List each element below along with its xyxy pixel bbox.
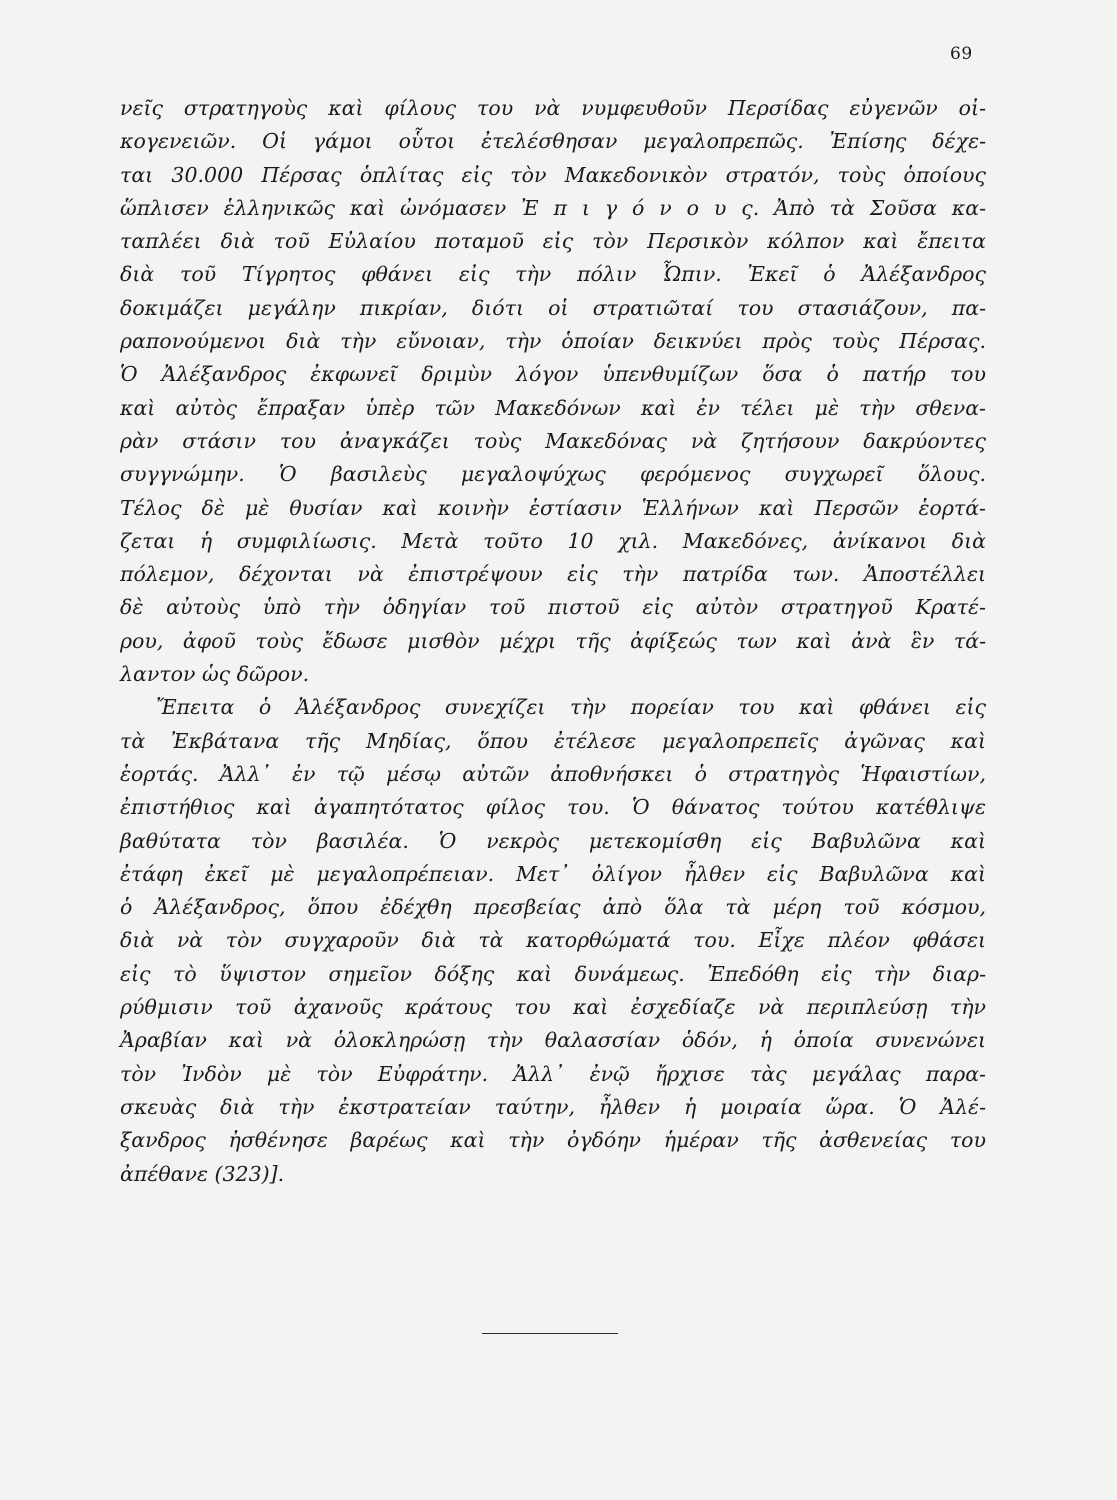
text-line: πόλεμον, δέχονται νὰ ἐπιστρέψουν εἰς τὴν πατρίδα των. Ἀποστέλλει — [120, 562, 986, 587]
text-line: Ἀραβίαν καὶ νὰ ὁλοκληρώσῃ τὴν θαλασσίαν ὁδόν, ἡ ὁποία συνενώνει — [120, 1028, 986, 1053]
text-line: καὶ αὐτὸς ἔπραξαν ὑπὲρ τῶν Μακεδόνων καὶ ἐν τέλει μὲ τὴν σθενα- — [120, 395, 986, 420]
text-line: ρου, ἀφοῦ τοὺς ἔδωσε μισθὸν μέχρι τῆς ἀφίξεώς των καὶ ἀνὰ ἓν τά- — [120, 628, 986, 653]
text-line: ὥπλισεν ἑλληνικῶς καὶ ὠνόμασεν Ἐ π ι γ ό ν ο υ ς. Ἀπὸ τὰ Σοῦσα κα- — [120, 195, 986, 220]
text-line: ταπλέει διὰ τοῦ Εὐλαίου ποταμοῦ εἰς τὸν Περσικὸν κόλπον καὶ ἔπειτα — [120, 229, 986, 254]
text-line: ὁ Ἀλέξανδρος, ὅπου ἐδέχθη πρεσβείας ἀπὸ ὅλα τὰ μέρη τοῦ κόσμου, — [120, 895, 986, 920]
text-line: ἑορτάς. Ἀλλ᾽ ἐν τῷ μέσῳ αὐτῶν ἀποθνήσκει ὁ στρατηγὸς Ἡφαιστίων, — [120, 761, 986, 786]
text-line: βαθύτατα τὸν βασιλέα. Ὁ νεκρὸς μετεκομίσθη εἰς Βαβυλῶνα καὶ — [120, 828, 986, 853]
page-number: 69 — [950, 44, 973, 64]
text-line: ἐτάφη ἐκεῖ μὲ μεγαλοπρέπειαν. Μετ᾽ ὀλίγον ἦλθεν εἰς Βαβυλῶνα καὶ — [120, 861, 986, 886]
text-line: εἰς τὸ ὕψιστον σημεῖον δόξης καὶ δυνάμεως. Ἐπεδόθη εἰς τὴν διαρ- — [120, 961, 986, 986]
text-line: ζεται ἡ συμφιλίωσις. Μετὰ τοῦτο 10 χιλ. Μακεδόνες, ἀνίκανοι διὰ — [120, 528, 986, 553]
text-line: τὸν Ἰνδὸν μὲ τὸν Εὐφράτην. Ἀλλ᾽ ἐνῷ ἤρχισε τὰς μεγάλας παρα- — [120, 1061, 986, 1086]
text-line: ται 30.000 Πέρσας ὁπλίτας εἰς τὸν Μακεδονικὸν στρατόν, τοὺς ὁποίους — [120, 162, 986, 187]
text-line: δοκιμάζει μεγάλην πικρίαν, διότι οἱ στρατιῶταί του στασιάζουν, πα- — [120, 295, 986, 320]
text-line: δὲ αὐτοὺς ὑπὸ τὴν ὁδηγίαν τοῦ πιστοῦ εἰς αὐτὸν στρατηγοῦ Κρατέ- — [120, 595, 986, 620]
text-line: Ὁ Ἀλέξανδρος ἐκφωνεῖ δριμὺν λόγον ὑπενθυμίζων ὅσα ὁ πατήρ του — [120, 362, 986, 387]
text-line: ρύθμισιν τοῦ ἀχανοῦς κράτους του καὶ ἐσχεδίαζε νὰ περιπλεύσῃ τὴν — [120, 995, 986, 1020]
text-line: ξανδρος ἠσθένησε βαρέως καὶ τὴν ὀγδόην ἡμέραν τῆς ἀσθενείας του — [120, 1128, 986, 1153]
end-rule — [482, 1333, 618, 1334]
text-body — [120, 92, 986, 1191]
text-line: ἀπέθανε (323)]. — [120, 1161, 285, 1186]
text-line: διὰ νὰ τὸν συγχαροῦν διὰ τὰ κατορθώματά του. Εἶχε πλέον φθάσει — [120, 928, 986, 953]
text-line: ἐπιστήθιος καὶ ἀγαπητότατος φίλος του. Ὁ θάνατος τούτου κατέθλιψε — [120, 795, 986, 820]
text-line: σκευὰς διὰ τὴν ἐκστρατείαν ταύτην, ἦλθεν ἡ μοιραία ὥρα. Ὁ Ἀλέ- — [120, 1094, 986, 1119]
text-line: νεῖς στρατηγοὺς καὶ φίλους του νὰ νυμφευθοῦν Περσίδας εὐγενῶν οἰ- — [120, 96, 986, 120]
text-line: τὰ Ἐκβάτανα τῆς Μηδίας, ὅπου ἐτέλεσε μεγαλοπρεπεῖς ἀγῶνας καὶ — [120, 728, 986, 753]
text-line: διὰ τοῦ Τίγρητος φθάνει εἰς τὴν πόλιν Ὦπιν. Ἐκεῖ ὁ Ἀλέξανδρος — [120, 262, 986, 287]
text-line: κογενειῶν. Οἱ γάμοι οὗτοι ἐτελέσθησαν μεγαλοπρεπῶς. Ἐπίσης δέχε- — [120, 129, 986, 154]
text-line: Τέλος δὲ μὲ θυσίαν καὶ κοινὴν ἑστίασιν Ἑλλήνων καὶ Περσῶν ἑορτά- — [120, 495, 986, 520]
text-line: ραπονούμενοι διὰ τὴν εὔνοιαν, τὴν ὁποίαν δεικνύει πρὸς τοὺς Πέρσας. — [120, 329, 986, 354]
text-line: συγγνώμην. Ὁ βασιλεὺς μεγαλοψύχως φερόμενος συγχωρεῖ ὅλους. — [120, 462, 986, 487]
text-line: Ἔπειτα ὁ Ἀλέξανδρος συνεχίζει τὴν πορείαν του καὶ φθάνει εἰς — [156, 695, 986, 720]
text-line: ρὰν στάσιν του ἀναγκάζει τοὺς Μακεδόνας νὰ ζητήσουν δακρύοντες — [120, 428, 986, 453]
text-line: λαντον ὡς δῶρον. — [120, 662, 310, 687]
